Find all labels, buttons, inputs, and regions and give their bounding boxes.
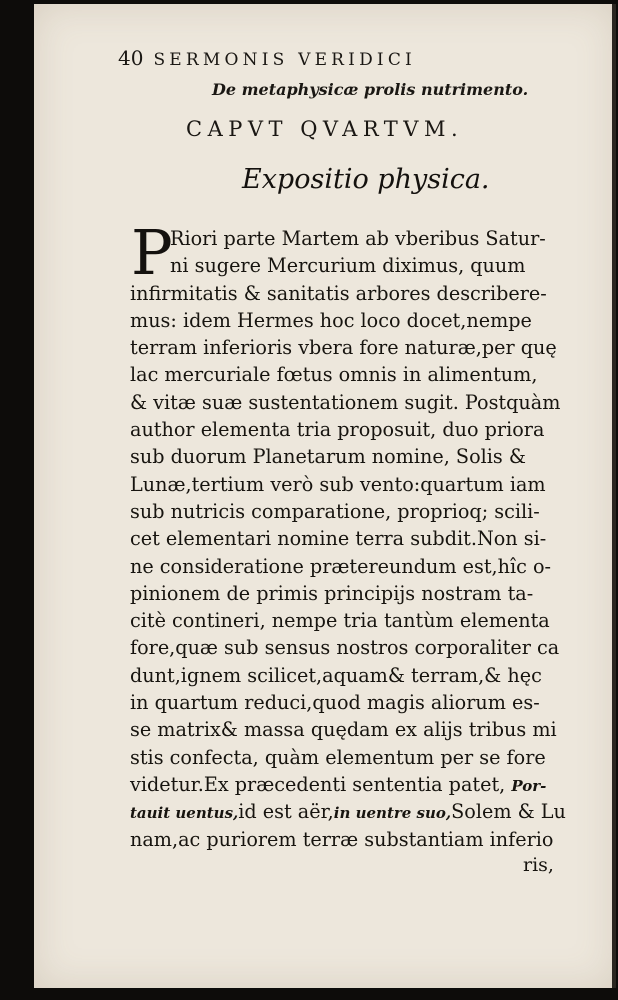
text-line: in quartum reduci,quod magis aliorum es-: [130, 691, 540, 715]
text-line: ni sugere Mercurium diximus, quum: [170, 254, 526, 278]
text-line: [130, 798, 570, 825]
drop-cap: P: [131, 216, 173, 289]
text-segment: videtur.Ex præcedenti sententia patet,: [130, 772, 512, 796]
text-line: stis confecta, quàm elementum per se fore: [130, 745, 546, 769]
italic-segment: in uentre suo,: [333, 804, 452, 823]
text-line: pinionem de primis principijs nostram ta-: [130, 581, 534, 605]
body-text: [130, 216, 570, 853]
text-line: Lunæ,tertium verò sub vento:quartum iam: [130, 472, 546, 496]
text-line: Riori parte Martem ab vberibus Satur-: [170, 227, 546, 250]
chapter-title: CAPVT QVARTVM.: [186, 117, 464, 141]
text-line: citè contineri, nempe tria tantùm elementa: [130, 609, 550, 633]
italic-segment: Por-: [511, 776, 547, 795]
text-line: sub nutricis comparatione, proprioq; scili-: [130, 499, 540, 523]
page-number: 40: [118, 46, 144, 70]
text-segment: id est aër,: [238, 800, 334, 824]
chapter-subtitle: De metaphysicæ prolis nutrimento.: [212, 80, 529, 99]
text-line: sub duorum Planetarum nomine, Solis &: [130, 445, 526, 469]
section-title: Expositio physica.: [242, 164, 490, 195]
text-line: terram inferioris vbera fore naturæ,per quę: [130, 336, 557, 360]
text-line: lac mercuriale fœtus omnis in alimentum,: [130, 363, 538, 387]
italic-segment: tauit uentus,: [130, 804, 239, 823]
text-line: fore,quæ sub sensus nostros corporaliter ca: [130, 636, 560, 660]
running-header: [118, 46, 518, 74]
text-line: se matrix& massa quędam ex alijs tribus mi: [130, 718, 557, 742]
text-line: cet elementari nomine terra subdit.Non si-: [130, 527, 547, 551]
text-line: dunt,ignem scilicet,aquam& terram,& hęc: [130, 663, 542, 687]
catchword: ris,: [523, 854, 554, 876]
text-line: infirmitatis & sanitatis arbores describere-: [130, 281, 547, 305]
text-line: & vitæ suæ sustentationem sugit. Postquàm: [130, 390, 561, 414]
text-segment: Solem & Lu: [451, 800, 566, 824]
text-line: mus: idem Hermes hoc loco docet,nempe: [130, 308, 532, 332]
text-line: nam,ac puriorem terræ substantiam inferio: [130, 827, 554, 851]
running-title: SERMONIS VERIDICI: [153, 50, 416, 70]
page-edge: [612, 4, 616, 988]
text-line: [130, 771, 570, 798]
text-line: author elementa tria proposuit, duo priora: [130, 418, 545, 442]
text-line: ne consideratione prætereundum est,hîc o-: [130, 554, 552, 578]
